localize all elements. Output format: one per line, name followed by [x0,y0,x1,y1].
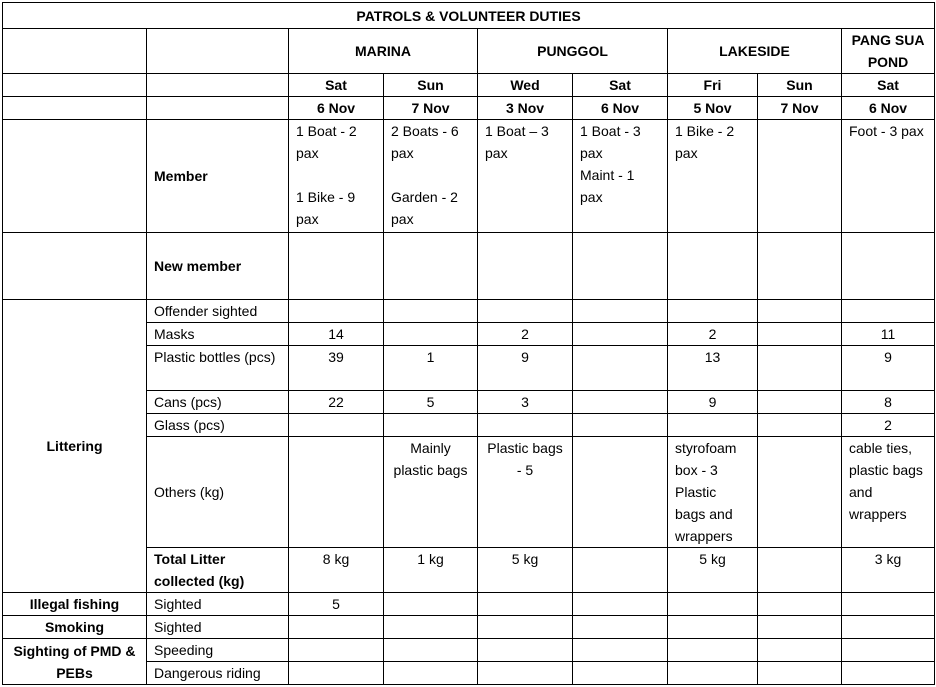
data-cell: cable ties, plastic bags and wrappers [842,437,935,548]
new-member-cell [573,233,668,300]
member-cell: 1 Boat - 2 pax 1 Bike - 9 pax [289,120,384,233]
date-header: 6 Nov [573,97,668,120]
data-cell [758,639,842,662]
data-cell [758,414,842,437]
new-member-cell [478,233,573,300]
data-cell [842,300,935,323]
new-member-cell [384,233,478,300]
date-header: 6 Nov [289,97,384,120]
day-header: Sun [384,74,478,97]
member-cell: 1 Bike - 2 pax [668,120,758,233]
data-cell [573,437,668,548]
member-cell: 2 Boats - 6 pax Garden - 2 pax [384,120,478,233]
data-cell [384,414,478,437]
data-cell [478,639,573,662]
data-cell [668,639,758,662]
day-header: Wed [478,74,573,97]
blank-cell [147,97,289,120]
member-cell: 1 Boat - 3 pax Maint - 1 pax [573,120,668,233]
total-cell: 1 kg [384,548,478,593]
member-cell: Foot - 3 pax [842,120,935,233]
data-cell: 2 [478,323,573,346]
blank-cell [3,97,147,120]
total-cell: 5 kg [668,548,758,593]
data-cell [384,300,478,323]
data-cell [758,662,842,685]
total-cell: 8 kg [289,548,384,593]
data-cell [478,593,573,616]
date-header: 5 Nov [668,97,758,120]
data-cell [478,300,573,323]
data-cell [573,300,668,323]
data-cell: 5 [384,391,478,414]
data-cell [573,414,668,437]
data-cell [842,662,935,685]
table-title: PATROLS & VOLUNTEER DUTIES [3,3,935,29]
date-header: 7 Nov [758,97,842,120]
row-label: Offender sighted [147,300,289,323]
data-cell [842,616,935,639]
data-cell: 9 [668,391,758,414]
data-cell: 13 [668,346,758,391]
data-cell: 14 [289,323,384,346]
data-cell [668,300,758,323]
data-cell: 39 [289,346,384,391]
location-header-pang-sua-pond: PANG SUA POND [842,29,935,74]
pmd-peb-label: Sighting of PMD & PEBs [3,639,147,685]
data-cell: 2 [668,323,758,346]
data-cell: 2 [842,414,935,437]
data-cell [668,662,758,685]
row-label: Speeding [147,639,289,662]
data-cell [573,616,668,639]
row-label: Sighted [147,593,289,616]
new-member-cell [289,233,384,300]
data-cell: 22 [289,391,384,414]
data-cell [384,616,478,639]
data-cell [758,616,842,639]
data-cell [758,300,842,323]
data-cell [573,662,668,685]
data-cell [573,639,668,662]
date-header: 6 Nov [842,97,935,120]
day-header: Sat [842,74,935,97]
data-cell [478,414,573,437]
total-litter-label: Total Litter collected (kg) [147,548,289,593]
corner-cell [3,29,147,74]
data-cell [289,414,384,437]
total-cell: 5 kg [478,548,573,593]
date-header: 3 Nov [478,97,573,120]
data-cell [384,323,478,346]
data-cell [668,593,758,616]
member-cell [758,120,842,233]
data-cell [384,593,478,616]
data-cell: 11 [842,323,935,346]
data-cell [758,346,842,391]
data-cell [289,616,384,639]
location-header-lakeside: LAKESIDE [668,29,842,74]
data-cell [573,346,668,391]
new-member-cell [758,233,842,300]
data-cell: 9 [842,346,935,391]
data-cell [573,323,668,346]
row-label: Others (kg) [147,437,289,548]
blank-cell [3,233,147,300]
row-label: Plastic bottles (pcs) [147,346,289,391]
data-cell [758,437,842,548]
data-cell [758,593,842,616]
data-cell [384,639,478,662]
data-cell [289,300,384,323]
day-header: Sat [289,74,384,97]
data-cell [289,639,384,662]
data-cell [573,593,668,616]
blank-cell [147,74,289,97]
date-header: 7 Nov [384,97,478,120]
data-cell [573,391,668,414]
data-cell [758,323,842,346]
day-header: Sat [573,74,668,97]
littering-label: Littering [3,300,147,593]
new-member-cell [668,233,758,300]
patrols-table [2,2,935,685]
day-header: Fri [668,74,758,97]
row-label: Dangerous riding [147,662,289,685]
data-cell [478,662,573,685]
blank-cell [3,120,147,233]
member-cell: 1 Boat – 3 pax [478,120,573,233]
data-cell [842,593,935,616]
new-member-label: New member [147,233,289,300]
data-cell [842,639,935,662]
data-cell [758,391,842,414]
row-label: Masks [147,323,289,346]
corner-cell [147,29,289,74]
data-cell [289,662,384,685]
row-label: Glass (pcs) [147,414,289,437]
data-cell [668,414,758,437]
total-cell [758,548,842,593]
data-cell: 8 [842,391,935,414]
data-cell: 3 [478,391,573,414]
data-cell [289,437,384,548]
new-member-cell [842,233,935,300]
data-cell: 1 [384,346,478,391]
row-label: Cans (pcs) [147,391,289,414]
data-cell: styrofoam box - 3 Plastic bags and wrappers [668,437,758,548]
data-cell: 5 [289,593,384,616]
total-cell [573,548,668,593]
row-label: Sighted [147,616,289,639]
data-cell [668,616,758,639]
data-cell: Plastic bags - 5 [478,437,573,548]
data-cell [478,616,573,639]
location-header-marina: MARINA [289,29,478,74]
data-cell: Mainly plastic bags [384,437,478,548]
blank-cell [3,74,147,97]
member-label: Member [147,120,289,233]
smoking-label: Smoking [3,616,147,639]
day-header: Sun [758,74,842,97]
location-header-punggol: PUNGGOL [478,29,668,74]
total-cell: 3 kg [842,548,935,593]
data-cell: 9 [478,346,573,391]
data-cell [384,662,478,685]
illegal-fishing-label: Illegal fishing [3,593,147,616]
